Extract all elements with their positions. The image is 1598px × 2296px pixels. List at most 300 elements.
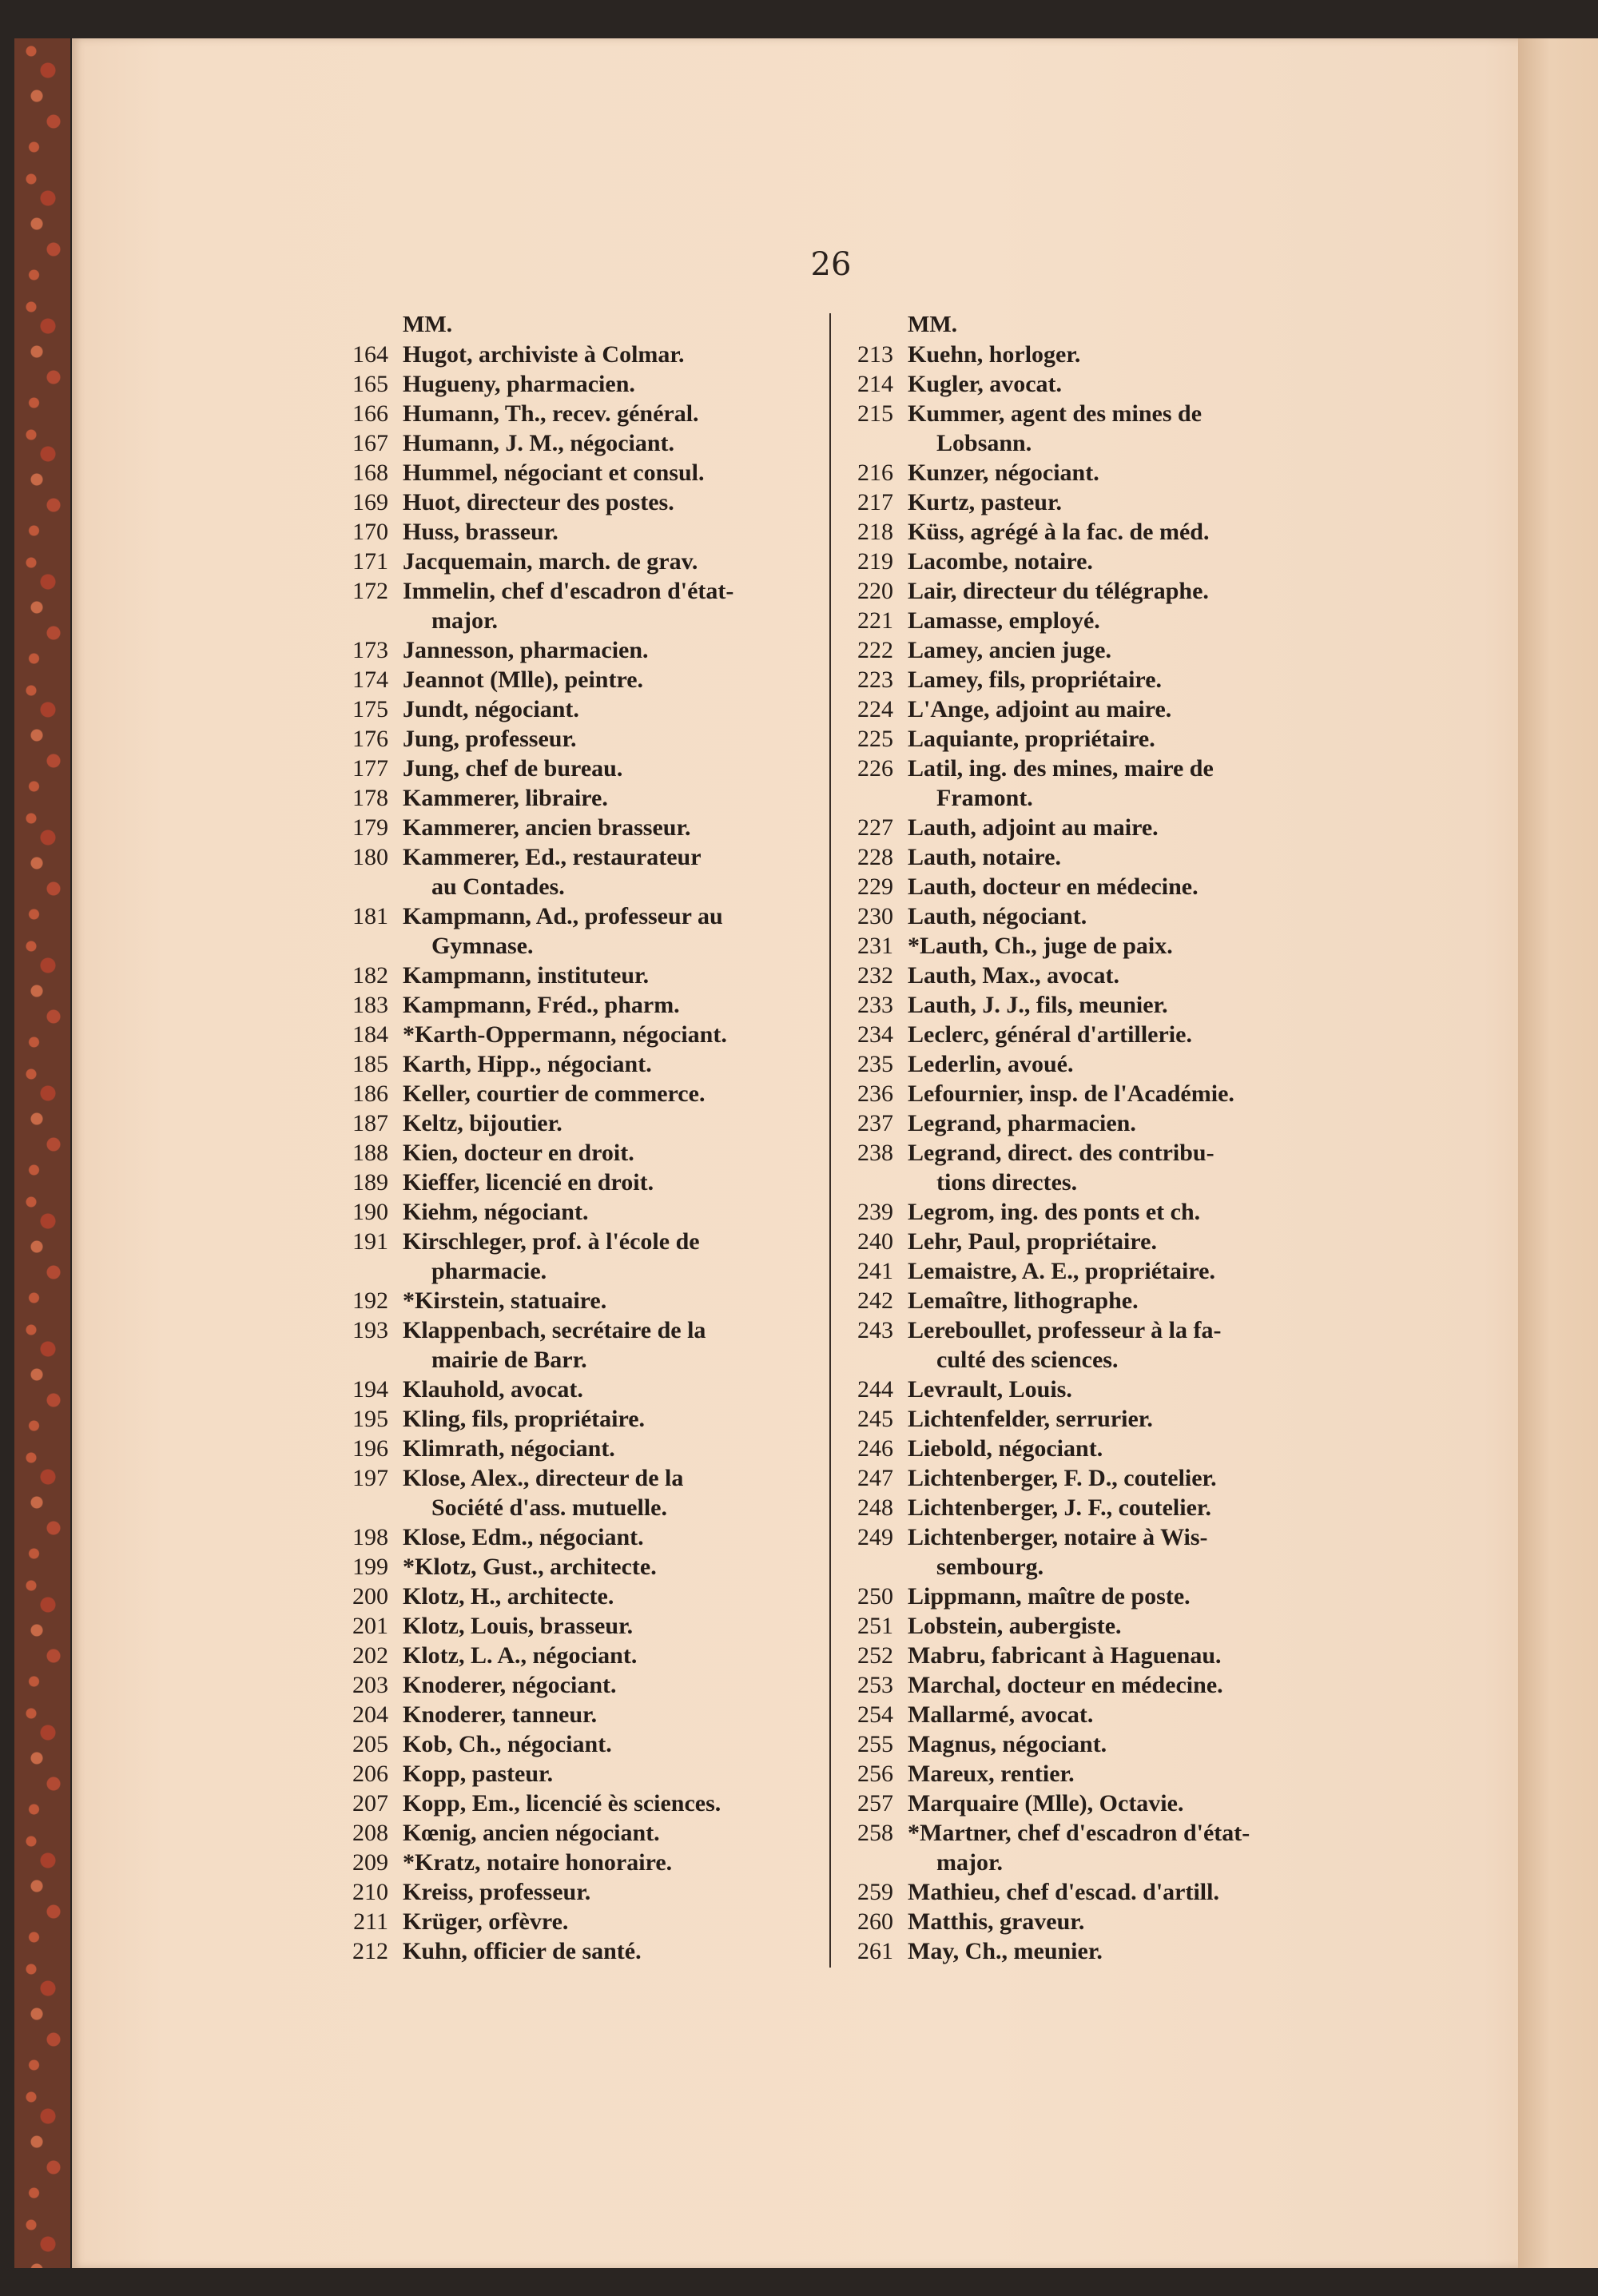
entry-text: Immelin, chef d'escadron d'état- [403, 578, 734, 604]
entry-continuation: pharmacie. [431, 1258, 547, 1284]
entry-number: 248 [857, 1494, 893, 1521]
entry-text: Kien, docteur en droit. [403, 1140, 634, 1166]
member-entry [839, 1493, 1342, 1522]
entry-number: 213 [857, 341, 893, 368]
entry-text: Lauth, docteur en médecine. [908, 873, 1198, 900]
entry-number: 209 [352, 1849, 388, 1876]
entry-number: 189 [352, 1169, 388, 1196]
entry-text: Krüger, orfèvre. [403, 1908, 569, 1935]
entry-number: 182 [352, 962, 388, 989]
entry-number: 192 [352, 1287, 388, 1314]
entry-text: Jannesson, pharmacien. [403, 637, 649, 663]
entry-number: 203 [352, 1672, 388, 1698]
entry-text: Latil, ing. des mines, maire de [908, 755, 1214, 782]
entry-text: Kopp, Em., licencié ès sciences. [403, 1790, 721, 1817]
member-entry [839, 961, 1342, 990]
entry-continuation: Framont. [936, 785, 1033, 811]
member-entry [839, 1522, 1342, 1582]
entry-text: *Lauth, Ch., juge de paix. [908, 933, 1173, 959]
member-entry [839, 1611, 1342, 1641]
entry-number: 193 [352, 1317, 388, 1343]
column-header: MM. [403, 312, 452, 337]
member-entry [334, 842, 823, 901]
member-entry [839, 813, 1342, 842]
entry-number: 256 [857, 1761, 893, 1787]
member-entry [334, 458, 823, 487]
entry-number: 187 [352, 1110, 388, 1136]
entry-text: Klimrath, négociant. [403, 1435, 615, 1462]
entry-text: *Klotz, Gust., architecte. [403, 1554, 657, 1580]
entry-text: May, Ch., meunier. [908, 1938, 1103, 1964]
entry-number: 236 [857, 1080, 893, 1107]
entry-number: 219 [857, 548, 893, 575]
member-entry [334, 1168, 823, 1197]
entry-text: Kreiss, professeur. [403, 1879, 591, 1905]
entry-number: 246 [857, 1435, 893, 1462]
entry-text: Lippmann, maître de poste. [908, 1583, 1191, 1610]
entry-number: 228 [857, 844, 893, 870]
entry-text: Lobstein, aubergiste. [908, 1613, 1122, 1639]
entry-text: Kugler, avocat. [908, 371, 1063, 397]
entry-text: Klotz, Louis, brasseur. [403, 1613, 634, 1639]
entry-number: 238 [857, 1140, 893, 1166]
entry-text: Lichtenberger, notaire à Wis- [908, 1524, 1208, 1550]
member-entry [334, 1552, 823, 1582]
entry-number: 175 [352, 696, 388, 722]
entry-text: Kammerer, libraire. [403, 785, 608, 811]
entry-number: 255 [857, 1731, 893, 1757]
right-column [839, 310, 1342, 1966]
member-entry [334, 1936, 823, 1966]
entry-number: 185 [352, 1051, 388, 1077]
entry-number: 172 [352, 578, 388, 604]
member-entry [334, 783, 823, 813]
entry-text: Lamasse, employé. [908, 607, 1100, 634]
entry-text: Kieffer, licencié en droit. [403, 1169, 654, 1196]
member-entry [334, 990, 823, 1020]
entry-text: Klotz, L. A., négociant. [403, 1642, 638, 1669]
entry-continuation: Gymnase. [431, 933, 534, 959]
entry-number: 165 [352, 371, 388, 397]
entry-continuation: Lobsann. [936, 430, 1032, 456]
member-entry [839, 754, 1342, 813]
member-entry [839, 1789, 1342, 1818]
entry-text: Keltz, bijoutier. [403, 1110, 562, 1136]
entry-number: 166 [352, 400, 388, 427]
entry-number: 259 [857, 1879, 893, 1905]
member-entry [839, 1227, 1342, 1256]
member-entry [839, 517, 1342, 547]
member-entry [334, 1700, 823, 1729]
member-entry [839, 1936, 1342, 1966]
entry-number: 180 [352, 844, 388, 870]
entry-number: 212 [352, 1938, 388, 1964]
member-entry [334, 901, 823, 961]
entry-number: 217 [857, 489, 893, 515]
entry-number: 215 [857, 400, 893, 427]
entry-number: 220 [857, 578, 893, 604]
member-entry [839, 547, 1342, 576]
member-entry [334, 1227, 823, 1286]
entry-number: 207 [352, 1790, 388, 1817]
member-entry [839, 1641, 1342, 1670]
entry-number: 242 [857, 1287, 893, 1314]
entry-number: 210 [352, 1879, 388, 1905]
member-entry [334, 1197, 823, 1227]
entry-number: 250 [857, 1583, 893, 1610]
entry-continuation: au Contades. [431, 873, 565, 900]
entry-text: Lehr, Paul, propriétaire. [908, 1228, 1157, 1255]
entry-number: 167 [352, 430, 388, 456]
member-entry [334, 1108, 823, 1138]
entry-number: 244 [857, 1376, 893, 1403]
entry-number: 208 [352, 1820, 388, 1846]
column-divider [829, 313, 831, 1968]
member-entry [839, 1256, 1342, 1286]
entry-number: 237 [857, 1110, 893, 1136]
entry-number: 178 [352, 785, 388, 811]
member-entry [839, 1286, 1342, 1315]
entry-text: Liebold, négociant. [908, 1435, 1103, 1462]
entry-text: Jundt, négociant. [403, 696, 579, 722]
entry-text: Lair, directeur du télégraphe. [908, 578, 1209, 604]
entry-number: 196 [352, 1435, 388, 1462]
member-entry [334, 1582, 823, 1611]
entry-text: Lamey, ancien juge. [908, 637, 1111, 663]
entry-text: Hugueny, pharmacien. [403, 371, 635, 397]
entry-text: Keller, courtier de commerce. [403, 1080, 706, 1107]
entry-number: 199 [352, 1554, 388, 1580]
entry-number: 234 [857, 1021, 893, 1048]
member-entry [839, 665, 1342, 694]
entry-number: 254 [857, 1701, 893, 1728]
entry-text: Kammerer, ancien brasseur. [403, 814, 691, 841]
member-entry [839, 901, 1342, 931]
entry-text: Lauth, négociant. [908, 903, 1087, 929]
entry-number: 251 [857, 1613, 893, 1639]
entry-text: Lauth, J. J., fils, meunier. [908, 992, 1168, 1018]
entry-number: 218 [857, 519, 893, 545]
entry-text: Kammerer, Ed., restaurateur [403, 844, 702, 870]
entry-number: 232 [857, 962, 893, 989]
member-entry [334, 1404, 823, 1434]
entry-number: 240 [857, 1228, 893, 1255]
entry-text: L'Ange, adjoint au maire. [908, 696, 1172, 722]
entry-text: Kuhn, officier de santé. [403, 1938, 642, 1964]
member-entry [334, 1375, 823, 1404]
entry-text: Klauhold, avocat. [403, 1376, 583, 1403]
entry-text: Kob, Ch., négociant. [403, 1731, 612, 1757]
entry-number: 227 [857, 814, 893, 841]
member-entry [334, 1818, 823, 1848]
entry-text: Hummel, négociant et consul. [403, 460, 705, 486]
entry-text: Lereboullet, professeur à la fa- [908, 1317, 1222, 1343]
entry-text: Kuehn, horloger. [908, 341, 1081, 368]
entry-text: Leclerc, général d'artillerie. [908, 1021, 1192, 1048]
entry-text: Lauth, notaire. [908, 844, 1061, 870]
entry-text: Jacquemain, march. de grav. [403, 548, 698, 575]
entry-text: Laquiante, propriétaire. [908, 726, 1155, 752]
entry-text: Kiehm, négociant. [403, 1199, 589, 1225]
entry-text: Hugot, archiviste à Colmar. [403, 341, 685, 368]
entry-number: 231 [857, 933, 893, 959]
member-entry [839, 576, 1342, 606]
member-entry [839, 1079, 1342, 1108]
entry-text: *Karth-Oppermann, négociant. [403, 1021, 727, 1048]
member-entry [334, 1434, 823, 1463]
book-cover-edge [14, 38, 70, 2268]
entry-text: Lichtenfelder, serrurier. [908, 1406, 1153, 1432]
entry-number: 191 [352, 1228, 388, 1255]
member-entry [839, 340, 1342, 369]
entry-number: 171 [352, 548, 388, 575]
entry-number: 198 [352, 1524, 388, 1550]
entry-text: Kirschleger, prof. à l'école de [403, 1228, 700, 1255]
entry-number: 257 [857, 1790, 893, 1817]
member-entry [839, 1108, 1342, 1138]
member-entry [334, 635, 823, 665]
entry-number: 168 [352, 460, 388, 486]
member-entry [334, 340, 823, 369]
member-entry [839, 724, 1342, 754]
member-entry [839, 399, 1342, 458]
entry-number: 252 [857, 1642, 893, 1669]
entry-text: Legrand, pharmacien. [908, 1110, 1136, 1136]
member-entry [839, 872, 1342, 901]
entry-number: 222 [857, 637, 893, 663]
entry-number: 239 [857, 1199, 893, 1225]
entry-number: 183 [352, 992, 388, 1018]
entry-number: 204 [352, 1701, 388, 1728]
entry-number: 249 [857, 1524, 893, 1550]
entry-number: 181 [352, 903, 388, 929]
member-entry [839, 1700, 1342, 1729]
entry-number: 184 [352, 1021, 388, 1048]
entry-continuation: tions directes. [936, 1169, 1078, 1196]
member-entry [334, 576, 823, 635]
member-entry [839, 606, 1342, 635]
entry-number: 216 [857, 460, 893, 486]
entry-text: Knoderer, négociant. [403, 1672, 617, 1698]
entry-number: 230 [857, 903, 893, 929]
entry-text: Mallarmé, avocat. [908, 1701, 1094, 1728]
entry-text: Lauth, adjoint au maire. [908, 814, 1159, 841]
entry-text: *Kratz, notaire honoraire. [403, 1849, 673, 1876]
entry-text: Lichtenberger, F. D., coutelier. [908, 1465, 1217, 1491]
entry-number: 177 [352, 755, 388, 782]
entry-number: 225 [857, 726, 893, 752]
page-fold-edge [1518, 38, 1598, 2268]
entry-number: 245 [857, 1406, 893, 1432]
entry-number: 197 [352, 1465, 388, 1491]
entry-text: Lefournier, insp. de l'Académie. [908, 1080, 1234, 1107]
member-entry [839, 1582, 1342, 1611]
entry-text: Matthis, graveur. [908, 1908, 1085, 1935]
entry-text: Kampmann, Fréd., pharm. [403, 992, 680, 1018]
member-entry [334, 1848, 823, 1877]
entry-text: Klose, Edm., négociant. [403, 1524, 644, 1550]
entry-text: Kummer, agent des mines de [908, 400, 1202, 427]
entry-number: 253 [857, 1672, 893, 1698]
entry-number: 164 [352, 341, 388, 368]
entry-number: 174 [352, 667, 388, 693]
member-entry [334, 399, 823, 428]
member-entry [334, 517, 823, 547]
entry-continuation: major. [936, 1849, 1004, 1876]
entry-number: 173 [352, 637, 388, 663]
member-entry [334, 1315, 823, 1375]
entry-text: Jung, professeur. [403, 726, 577, 752]
entry-number: 247 [857, 1465, 893, 1491]
entry-text: Marquaire (Mlle), Octavie. [908, 1790, 1184, 1817]
entry-text: Klose, Alex., directeur de la [403, 1465, 684, 1491]
member-entry [839, 1138, 1342, 1197]
member-entry [839, 1463, 1342, 1493]
member-entry [839, 1049, 1342, 1079]
entry-number: 170 [352, 519, 388, 545]
entry-text: Mabru, fabricant à Haguenau. [908, 1642, 1222, 1669]
member-entry [839, 1818, 1342, 1877]
entry-text: Küss, agrégé à la fac. de méd. [908, 519, 1210, 545]
entry-number: 260 [857, 1908, 893, 1935]
entry-text: Jeannot (Mlle), peintre. [403, 667, 644, 693]
entry-text: Huss, brasseur. [403, 519, 559, 545]
entry-continuation: Société d'ass. mutuelle. [431, 1494, 667, 1521]
member-entry [334, 369, 823, 399]
entry-continuation: mairie de Barr. [431, 1347, 587, 1373]
entry-number: 205 [352, 1731, 388, 1757]
entry-text: *Martner, chef d'escadron d'état- [908, 1820, 1250, 1846]
page-number: 26 [810, 246, 852, 283]
entry-text: Klappenbach, secrétaire de la [403, 1317, 706, 1343]
entry-number: 214 [857, 371, 893, 397]
entry-text: Lemaistre, A. E., propriétaire. [908, 1258, 1215, 1284]
entry-text: Lacombe, notaire. [908, 548, 1093, 575]
member-entry [334, 1049, 823, 1079]
member-entry [334, 813, 823, 842]
book-page [72, 38, 1590, 2268]
member-entry [839, 1877, 1342, 1907]
member-entry [839, 458, 1342, 487]
member-entry [334, 694, 823, 724]
entry-continuation: culté des sciences. [936, 1347, 1119, 1373]
entry-number: 169 [352, 489, 388, 515]
entry-text: *Kirstein, statuaire. [403, 1287, 607, 1314]
member-entry [839, 1729, 1342, 1759]
entry-number: 176 [352, 726, 388, 752]
member-entry [839, 842, 1342, 872]
entry-number: 258 [857, 1820, 893, 1846]
entry-number: 233 [857, 992, 893, 1018]
left-column [334, 310, 823, 1966]
entry-continuation: major. [431, 607, 499, 634]
member-entry [839, 694, 1342, 724]
member-entry [334, 1907, 823, 1936]
entry-number: 235 [857, 1051, 893, 1077]
member-entry [334, 754, 823, 783]
column-header: MM. [908, 312, 957, 337]
entry-number: 221 [857, 607, 893, 634]
member-entry [839, 1020, 1342, 1049]
entry-text: Lauth, Max., avocat. [908, 962, 1119, 989]
entry-text: Kampmann, Ad., professeur au [403, 903, 723, 929]
member-entry [839, 1434, 1342, 1463]
entry-number: 261 [857, 1938, 893, 1964]
member-entry [839, 1197, 1342, 1227]
member-entry [334, 487, 823, 517]
member-entry [839, 1670, 1342, 1700]
entry-number: 223 [857, 667, 893, 693]
entry-text: Mathieu, chef d'escad. d'artill. [908, 1879, 1219, 1905]
member-list [839, 340, 1342, 1966]
member-entry [839, 1315, 1342, 1375]
entry-text: Kurtz, pasteur. [908, 489, 1063, 515]
member-entry [839, 931, 1342, 961]
member-entry [839, 635, 1342, 665]
entry-text: Kampmann, instituteur. [403, 962, 650, 989]
member-entry [334, 1079, 823, 1108]
entry-text: Kunzer, négociant. [908, 460, 1099, 486]
entry-text: Karth, Hipp., négociant. [403, 1051, 652, 1077]
entry-text: Magnus, négociant. [908, 1731, 1107, 1757]
member-entry [334, 1138, 823, 1168]
entry-text: Lemaître, lithographe. [908, 1287, 1139, 1314]
member-entry [334, 1020, 823, 1049]
entry-number: 200 [352, 1583, 388, 1610]
entry-number: 194 [352, 1376, 388, 1403]
entry-number: 206 [352, 1761, 388, 1787]
entry-number: 190 [352, 1199, 388, 1225]
member-entry [334, 1759, 823, 1789]
member-entry [334, 961, 823, 990]
entry-number: 224 [857, 696, 893, 722]
entry-text: Lichtenberger, J. F., coutelier. [908, 1494, 1211, 1521]
member-entry [839, 1907, 1342, 1936]
member-entry [839, 487, 1342, 517]
entry-text: Kœnig, ancien négociant. [403, 1820, 660, 1846]
entry-text: Legrom, ing. des ponts et ch. [908, 1199, 1201, 1225]
entry-text: Lamey, fils, propriétaire. [908, 667, 1163, 693]
member-entry [334, 1789, 823, 1818]
entry-number: 179 [352, 814, 388, 841]
entry-number: 186 [352, 1080, 388, 1107]
member-entry [334, 1522, 823, 1552]
member-list [334, 340, 823, 1966]
member-entry [334, 1641, 823, 1670]
entry-number: 243 [857, 1317, 893, 1343]
member-entry [334, 1286, 823, 1315]
member-entry [334, 724, 823, 754]
member-entry [839, 1375, 1342, 1404]
entry-text: Klotz, H., architecte. [403, 1583, 614, 1610]
entry-text: Humann, Th., recev. général. [403, 400, 699, 427]
member-entry [334, 1463, 823, 1522]
entry-number: 226 [857, 755, 893, 782]
member-entry [839, 1404, 1342, 1434]
member-entry [839, 369, 1342, 399]
member-entry [334, 1611, 823, 1641]
member-entry [334, 1729, 823, 1759]
entry-text: Legrand, direct. des contribu- [908, 1140, 1214, 1166]
entry-text: Kling, fils, propriétaire. [403, 1406, 646, 1432]
entry-text: Lederlin, avoué. [908, 1051, 1074, 1077]
member-entry [334, 665, 823, 694]
entry-text: Levrault, Louis. [908, 1376, 1072, 1403]
entry-text: Huot, directeur des postes. [403, 489, 674, 515]
entry-continuation: sembourg. [936, 1554, 1044, 1580]
entry-text: Knoderer, tanneur. [403, 1701, 598, 1728]
entry-number: 229 [857, 873, 893, 900]
